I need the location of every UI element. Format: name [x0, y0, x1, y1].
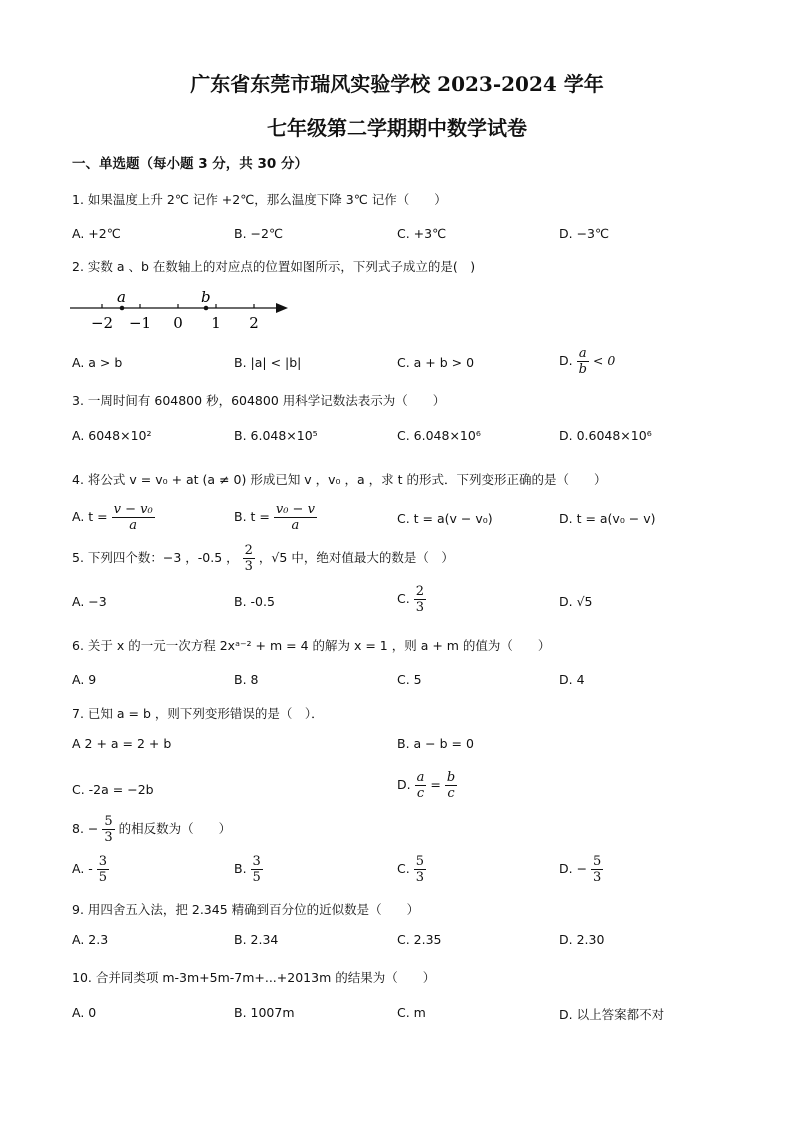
question-1-option-a: A. +2℃ — [72, 226, 121, 241]
point-a-dot — [120, 306, 125, 311]
question-8-stem-post: 的相反数为（ ） — [118, 821, 232, 836]
question-5-option-c-letter: C. — [397, 591, 410, 606]
question-2-option-a: A. a > b — [72, 355, 123, 370]
fraction-denominator: 3 — [415, 600, 424, 615]
fraction — [274, 502, 317, 533]
question-7-option-c: C. -2a = −2b — [72, 782, 154, 797]
fraction-numerator: 2 — [415, 584, 424, 599]
number-line-tick-label: −2 — [90, 314, 114, 332]
question-7-option-d-letter: D. — [397, 777, 411, 792]
fraction-denominator: 3 — [415, 870, 424, 885]
question-2-option-d-letter: D. — [559, 353, 573, 368]
question-10-option-b: B. 1007m — [234, 1005, 295, 1020]
point-b-dot — [204, 306, 209, 311]
question-5-stem-post: ，√5 中，绝对值最大的数是（ ） — [258, 550, 454, 565]
fraction-numerator: v − v₀ — [113, 502, 153, 517]
fraction-denominator: a — [129, 518, 138, 533]
fraction-denominator: 3 — [104, 830, 113, 845]
question-6-option-c: C. 5 — [397, 672, 422, 687]
question-8-option-b-text: B. — [234, 861, 247, 876]
fraction-numerator: 5 — [415, 854, 424, 869]
fraction — [97, 854, 109, 885]
fraction — [577, 346, 589, 377]
fraction — [415, 770, 427, 801]
fraction-denominator: a — [291, 518, 300, 533]
fraction-numerator: 5 — [593, 854, 602, 869]
fraction-denominator: c — [447, 786, 455, 801]
question-8-option-a — [72, 854, 109, 885]
question-2-stem: 2. 实数 a 、b 在数轴上的对应点的位置如图所示，下列式子成立的是( ) — [72, 259, 476, 274]
question-9-option-d: D. 2.30 — [559, 932, 605, 947]
section-heading-single-choice: 一、单选题（每小题 3 分，共 30 分） — [72, 156, 308, 172]
fraction-denominator: 5 — [252, 870, 261, 885]
number-line-tick-label: 1 — [211, 314, 221, 332]
point-b-label: b — [201, 288, 211, 306]
number-line-figure — [70, 286, 295, 334]
question-5-stem — [72, 543, 454, 574]
fraction-denominator: 5 — [98, 870, 108, 885]
fraction — [414, 584, 426, 615]
question-1-option-d: D. −3℃ — [559, 226, 610, 241]
question-4-option-a — [72, 502, 155, 533]
question-4-option-a-text: A. t = — [72, 509, 108, 524]
question-7-option-d — [397, 770, 457, 801]
question-3-option-c: C. 6.048×10⁶ — [397, 428, 481, 443]
number-line-tick-label: 2 — [249, 314, 259, 332]
question-2-option-c: C. a + b > 0 — [397, 355, 475, 370]
number-line-tick-label: −1 — [128, 314, 152, 332]
fraction — [102, 814, 114, 845]
fraction-numerator: a — [577, 346, 589, 362]
question-5-stem-pre: 5. 下列四个数：−3 ，-0.5 ， — [72, 550, 239, 565]
question-6-option-b: B. 8 — [234, 672, 259, 687]
question-8-option-b — [234, 854, 263, 885]
equals-sign: = — [430, 777, 441, 792]
question-8-option-c — [397, 854, 426, 885]
question-1-option-b: B. −2℃ — [234, 226, 283, 241]
question-6-stem: 6. 关于 x 的一元一次方程 2xᵃ⁻² + m = 4 的解为 x = 1 ，则 a + m 的值为（ ） — [72, 638, 551, 653]
question-9-option-c: C. 2.35 — [397, 932, 442, 947]
question-7-option-a: A 2 + a = 2 + b — [72, 736, 172, 751]
number-line-tick-label: 0 — [173, 314, 183, 332]
fraction-numerator: 5 — [104, 814, 113, 829]
fraction — [414, 854, 426, 885]
question-5-option-b: B. -0.5 — [234, 594, 275, 609]
fraction-numerator: v₀ − v — [275, 502, 315, 517]
fraction-denominator: b — [578, 362, 587, 377]
question-6-option-d: D. 4 — [559, 672, 585, 687]
question-5-option-d: D. √5 — [559, 594, 593, 609]
question-4-option-b — [234, 502, 317, 533]
question-9-stem: 9. 用四舍五入法，把 2.345 精确到百分位的近似数是（ ） — [72, 902, 420, 917]
fraction — [112, 502, 155, 533]
point-a-label: a — [117, 288, 126, 306]
question-8-stem-pre: 8. − — [72, 821, 99, 836]
question-7-stem: 7. 已知 a = b ，则下列变形错误的是（ ）． — [72, 706, 324, 721]
question-5-option-a: A. −3 — [72, 594, 107, 609]
question-1-option-c: C. +3℃ — [397, 226, 447, 241]
question-8-option-a-text: A. - — [72, 861, 93, 876]
question-10-stem: 10. 合并同类项 m-3m+5m-7m+...+2013m 的结果为（ ） — [72, 970, 436, 985]
question-6-option-a: A. 9 — [72, 672, 97, 687]
question-10-option-d: D. 以上答案都不对 — [559, 1007, 665, 1022]
question-4-option-c: C. t = a(v − v₀) — [397, 511, 493, 526]
exam-title-line2: 七年级第二学期期中数学试卷 — [267, 116, 527, 140]
fraction-denominator: 3 — [244, 559, 253, 574]
question-2-option-d — [559, 346, 615, 377]
question-10-option-c: C. m — [397, 1005, 426, 1020]
exam-title-line1: 广东省东莞市瑞风实验学校 2023-2024 学年 — [190, 72, 604, 96]
question-8-option-d-text: D. − — [559, 861, 588, 876]
fraction-numerator: a — [416, 770, 425, 785]
question-3-option-d: D. 0.6048×10⁶ — [559, 428, 652, 443]
question-3-stem: 3. 一周时间有 604800 秒，604800 用科学记数法表示为（ ） — [72, 393, 446, 408]
fraction — [243, 543, 255, 574]
fraction-numerator: 2 — [244, 543, 253, 558]
question-3-option-a: A. 6048×10² — [72, 428, 152, 443]
fraction — [445, 770, 457, 801]
question-7-option-b: B. a − b = 0 — [397, 736, 474, 751]
question-2-option-b: B. |a| < |b| — [234, 355, 302, 370]
question-9-option-b: B. 2.34 — [234, 932, 279, 947]
question-3-option-b: B. 6.048×10⁵ — [234, 428, 318, 443]
question-4-option-b-text: B. t = — [234, 509, 270, 524]
question-4-option-d: D. t = a(v₀ − v) — [559, 511, 656, 526]
question-5-option-c — [397, 584, 426, 615]
inequality-rest: < 0 — [592, 353, 616, 368]
fraction — [251, 854, 263, 885]
question-4-stem: 4. 将公式 v = v₀ + at (a ≠ 0) 形成已知 v ，v₀ ，a ，求 t 的形式．下列变形正确的是（ ） — [72, 472, 607, 487]
question-9-option-a: A. 2.3 — [72, 932, 109, 947]
question-10-option-a: A. 0 — [72, 1005, 97, 1020]
fraction-numerator: 3 — [252, 854, 261, 869]
fraction-numerator: 3 — [98, 854, 108, 869]
question-1-stem: 1. 如果温度上升 2℃ 记作 +2℃，那么温度下降 3℃ 记作（ ） — [72, 192, 447, 207]
fraction-denominator: 3 — [593, 870, 602, 885]
fraction-numerator: b — [446, 770, 456, 785]
fraction — [591, 854, 603, 885]
question-8-option-c-text: C. — [397, 861, 410, 876]
question-8-stem — [72, 814, 231, 845]
question-8-option-d — [559, 854, 603, 885]
fraction-denominator: c — [416, 786, 425, 801]
